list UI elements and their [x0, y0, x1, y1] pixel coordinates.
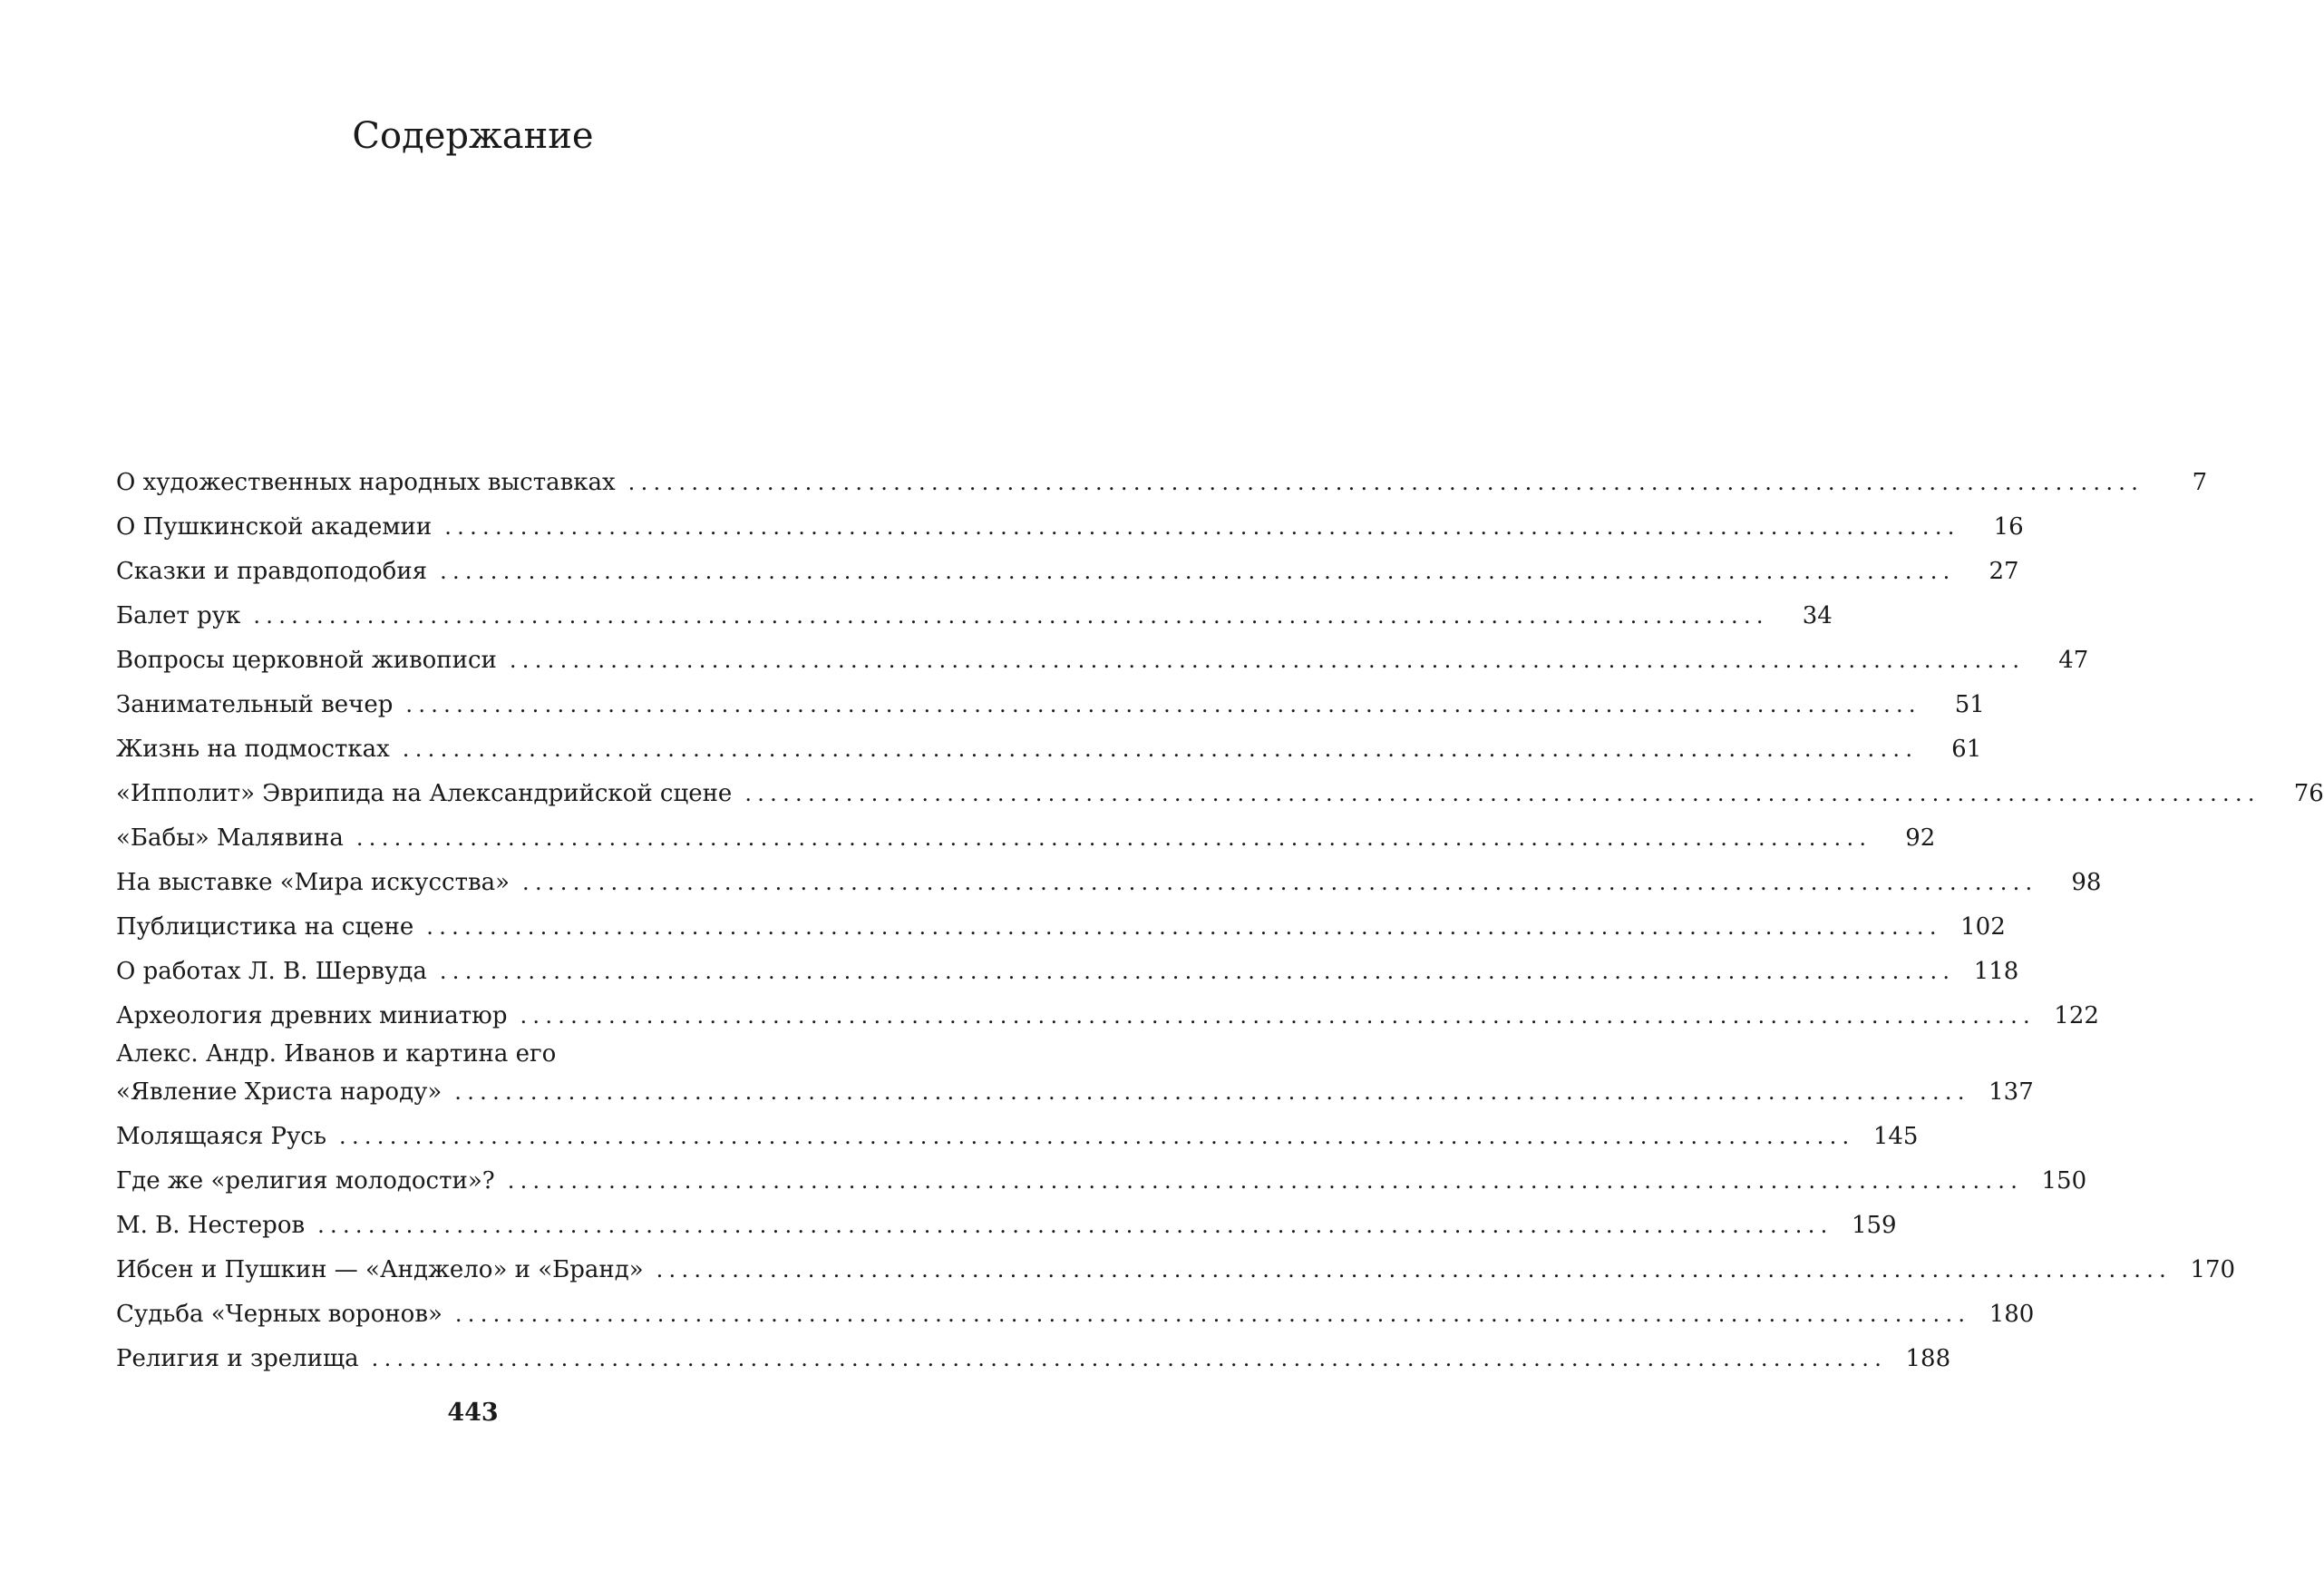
- toc-entry-page: 170: [2190, 1256, 2236, 1283]
- toc-entry: [116, 683, 1985, 727]
- toc-entry: [116, 1248, 2236, 1292]
- toc-entry-page: 34: [1802, 602, 1833, 629]
- dot-leader: ........................................................................................................................: [744, 781, 2261, 806]
- dot-leader: ........................................................................................................................: [439, 959, 1956, 984]
- toc-entry: [116, 1039, 2034, 1115]
- toc-entry: [116, 1204, 1897, 1248]
- toc-entry: [116, 816, 1936, 861]
- toc-entry-page: 92: [1905, 824, 1936, 852]
- dot-leader: ........................................................................................................................: [405, 692, 1921, 717]
- toc-entry-title-line1: Алекс. Андр. Иванов и картина его: [116, 1040, 557, 1068]
- dot-leader: ........................................................................................................................: [507, 1168, 2024, 1194]
- dot-leader: ........................................................................................................................: [253, 603, 1769, 629]
- toc-entry: [116, 594, 1833, 639]
- toc-entry-page: 47: [2058, 647, 2089, 674]
- toc-entry-page: 150: [2041, 1167, 2087, 1195]
- dot-leader: ........................................................................................................................: [444, 514, 1960, 540]
- toc-entry-page: 98: [2071, 869, 2102, 896]
- toc-entry-title: На выставке «Мира искусства»: [116, 869, 511, 896]
- toc-entry-title: Публицистика на сцене: [116, 913, 414, 941]
- dot-leader: ........................................................................................................................: [440, 559, 1956, 584]
- toc-entry: [116, 505, 2024, 550]
- toc-entry: [116, 772, 2324, 816]
- toc-entry-title: Жизнь на подмостках: [116, 736, 390, 763]
- toc-entry-title: Молящаяся Русь: [116, 1123, 327, 1150]
- toc-entry: [116, 1337, 1951, 1381]
- toc-entry-title: Вопросы церковной живописи: [116, 647, 497, 674]
- toc-entry-title: Где же «религия молодости»?: [116, 1167, 495, 1195]
- table-of-contents: [116, 461, 2324, 1381]
- toc-entry-title: Балет рук: [116, 602, 241, 629]
- dot-leader: ........................................................................................................................: [339, 1124, 1855, 1149]
- toc-entry: [116, 1159, 2087, 1204]
- toc-entry-page: 102: [1960, 913, 2006, 941]
- toc-entry: [116, 1292, 2035, 1337]
- page-number: 443: [447, 1399, 499, 1427]
- dot-leader: ........................................................................................................................: [402, 736, 1919, 762]
- toc-entry-title: Занимательный вечер: [116, 691, 394, 718]
- dot-leader: ........................................................................................................................: [454, 1302, 1971, 1327]
- toc-entry: [116, 639, 2089, 683]
- toc-entry: [116, 1115, 1919, 1159]
- toc-entry: [116, 550, 2019, 594]
- toc-entry-title: О художественных народных выставках: [116, 469, 616, 496]
- dot-leader: ........................................................................................................................: [509, 648, 2026, 673]
- toc-entry-title: Религия и зрелища: [116, 1345, 359, 1372]
- dot-leader: ........................................................................................................................: [426, 914, 1942, 940]
- toc-entry-title: Археология древних миниатюр: [116, 1002, 508, 1029]
- toc-entry-title: Ибсен и Пушкин — «Анджело» и «Бранд»: [116, 1256, 644, 1283]
- page-title: Содержание: [352, 115, 594, 157]
- toc-entry-title: Сказки и правдоподобия: [116, 558, 428, 585]
- toc-entry: [116, 461, 2208, 505]
- dot-leader: ........................................................................................................................: [355, 825, 1872, 851]
- toc-entry-page: 188: [1905, 1345, 1951, 1372]
- toc-entry-title: М. В. Нестеров: [116, 1212, 306, 1239]
- toc-entry: [116, 727, 1982, 772]
- toc-entry-page: 76: [2293, 780, 2324, 807]
- toc-entry: [116, 994, 2099, 1039]
- toc-entry-page: 180: [1989, 1301, 2035, 1328]
- dot-leader: ........................................................................................................................: [656, 1257, 2173, 1283]
- dot-leader: ........................................................................................................................: [371, 1346, 1888, 1371]
- toc-entry-title: О работах Л. В. Шервуда: [116, 958, 427, 985]
- toc-entry-page: 16: [1993, 513, 2024, 541]
- toc-entry-page: 159: [1851, 1212, 1897, 1239]
- toc-entry-title: О Пушкинской академии: [116, 513, 433, 541]
- toc-entry-page: 137: [1989, 1078, 2034, 1106]
- toc-entry-page: 145: [1872, 1123, 1919, 1150]
- toc-entry-page: 122: [2054, 1002, 2099, 1029]
- toc-entry-title: «Явление Христа народу»: [116, 1078, 442, 1106]
- toc-entry-page: 61: [1951, 736, 1982, 763]
- dot-leader: ........................................................................................................................: [520, 1003, 2036, 1029]
- toc-entry-title: «Бабы» Малявина: [116, 824, 344, 852]
- dot-leader: ........................................................................................................................: [454, 1079, 1970, 1105]
- toc-entry: [116, 861, 2102, 905]
- dot-leader: ........................................................................................................................: [522, 870, 2038, 895]
- toc-entry-title: Судьба «Черных воронов»: [116, 1301, 442, 1328]
- toc-entry-page: 27: [1989, 558, 2019, 585]
- dot-leader: ........................................................................................................................: [317, 1213, 1833, 1238]
- toc-entry-page: 51: [1954, 691, 1985, 718]
- dot-leader: ........................................................................................................................: [627, 470, 2144, 495]
- toc-entry: [116, 950, 2019, 994]
- toc-entry: [116, 905, 2006, 950]
- toc-entry-title: «Ипполит» Эврипида на Александрийской сцене: [116, 780, 733, 807]
- toc-entry-page: 118: [1973, 958, 2019, 985]
- toc-entry-page: 7: [2192, 469, 2208, 496]
